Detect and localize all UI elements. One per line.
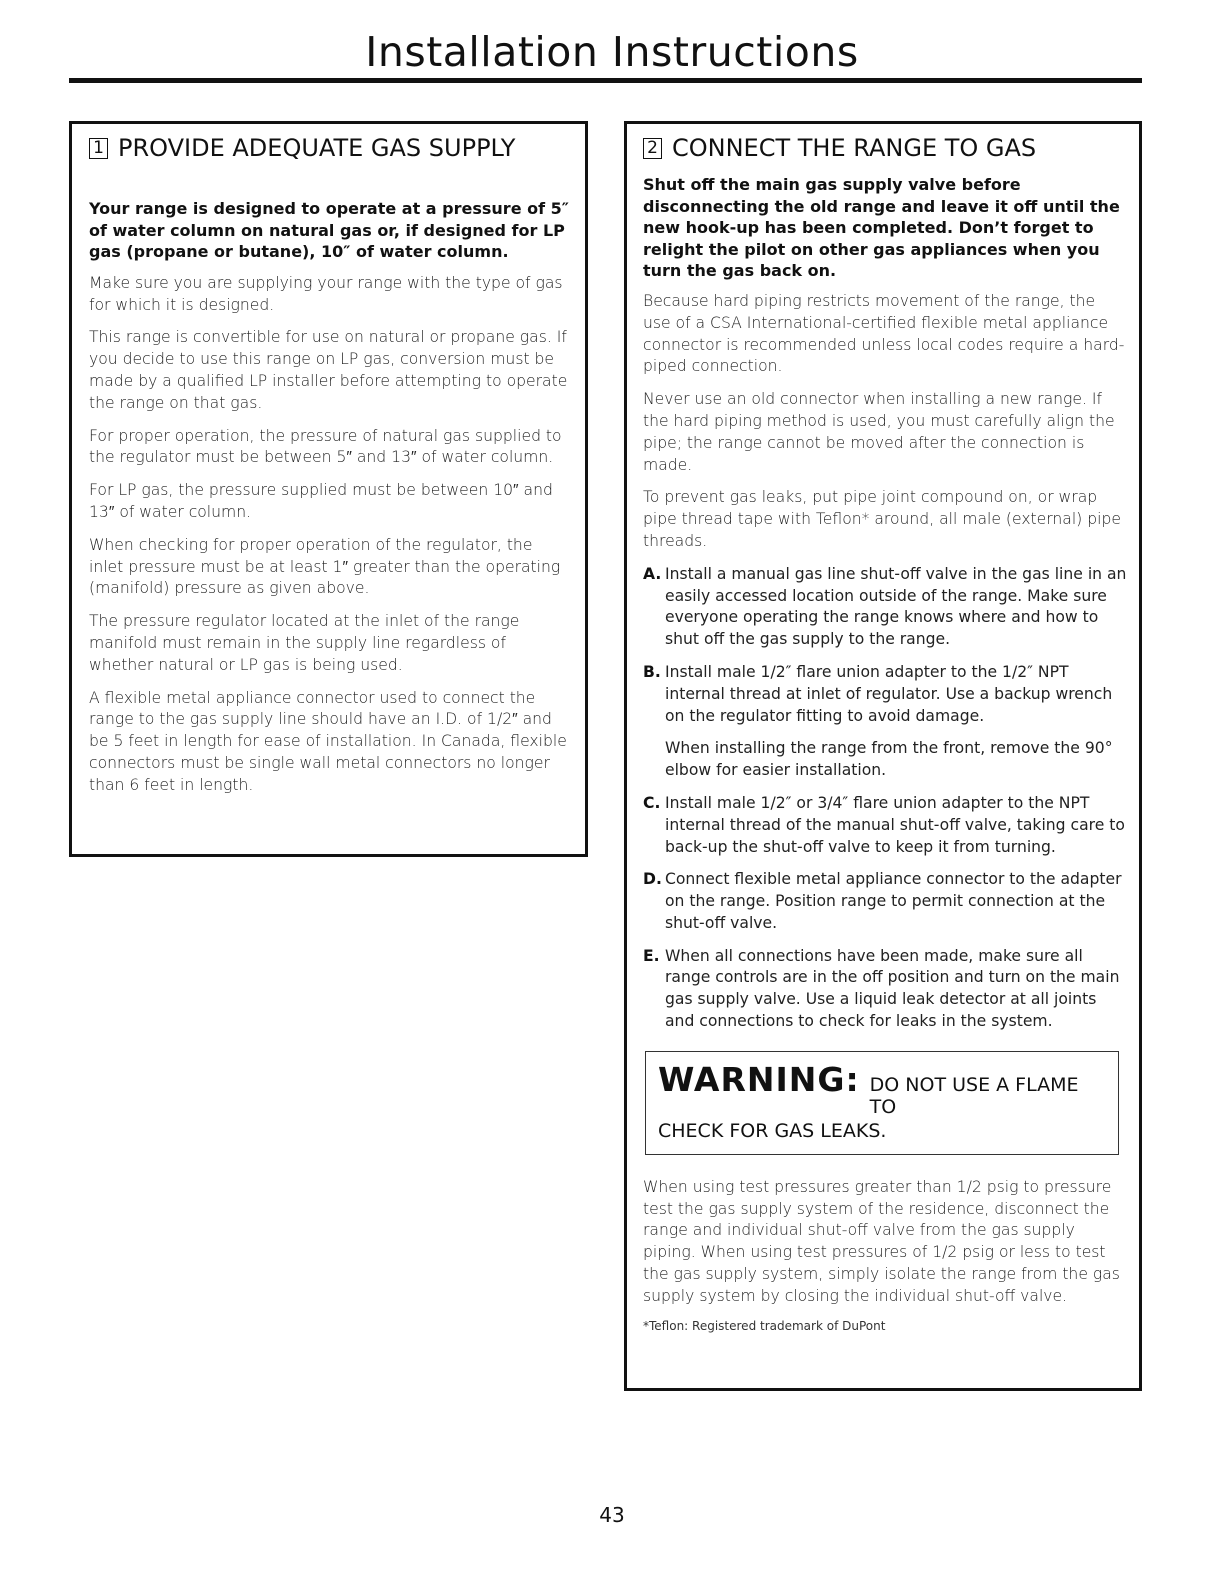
step-note: When installing the range from the front, remove the 90° elbow for easier installation. — [665, 739, 1113, 780]
step-number-badge: 2 — [643, 138, 662, 159]
list-item — [643, 564, 1127, 651]
step-text: When all connections have been made, make sure all range controls are in the off position and turn on the main gas supply valve. Use a liquid leak detector at all joints and connections to check for leaks in the system. — [665, 946, 1120, 1031]
step-list — [643, 564, 1127, 1033]
paragraph: When using test pressures greater than 1/2 psig to pressure test the gas supply system of the residence, disconnect the range and individual shut-off valve from the gas supply piping. When using test pressures of 1/2 psig or less to test the gas supply system, simply isolate the range from the gas supply system by closing the individual shut-off valve. — [643, 1177, 1120, 1305]
warning-text: DO NOT USE A FLAME TO — [869, 1073, 1079, 1118]
step-text: Connect flexible metal appliance connector to the adapter on the range. Position range to permit connection at the shut-off valve. — [665, 870, 1122, 932]
paragraph: This range is convertible for use on natural or propane gas. If you decide to use this range on LP gas, conversion must be made by a qualified LP installer before attempting to operate the range on that gas. — [89, 328, 568, 412]
list-item — [643, 662, 1127, 782]
warning-box — [645, 1051, 1119, 1155]
section-intro: Your range is designed to operate at a pressure of 5″ of water column on natural gas or, if designed for LP gas (propane or butane), 10″ of water column. — [89, 199, 569, 262]
section-heading: PROVIDE ADEQUATE GAS SUPPLY — [118, 134, 516, 162]
page-number: 43 — [599, 1503, 625, 1527]
list-item — [643, 869, 1127, 934]
section-provide-gas-supply — [69, 121, 588, 857]
paragraph: For LP gas, the pressure supplied must be between 10″ and 13″ of water column. — [89, 481, 553, 521]
paragraph: Make sure you are supplying your range with the type of gas for which it is designed. — [89, 273, 563, 314]
footnote: *Teflon: Registered trademark of DuPont — [643, 1318, 886, 1333]
paragraph: The pressure regulator located at the inlet of the range manifold must remain in the supply line regardless of whether natural or LP gas is being used. — [89, 612, 520, 674]
paragraph: A flexible metal appliance connector used to connect the range to the gas supply line should have an I.D. of 1/2″ and be 5 feet in length for ease of installation. In Canada, flexible connectors must be single wall metal connectors no longer than 6 feet in length. — [89, 688, 567, 794]
step-text: Install male 1/2″ flare union adapter to the 1/2″ NPT internal thread at inlet of regulator. Use a backup wrench on the regulator fitting to avoid damage. — [665, 662, 1113, 725]
warning-text: CHECK FOR GAS LEAKS. — [658, 1119, 887, 1142]
paragraph: When checking for proper operation of the regulator, the inlet pressure must be at least 1″ greater than the operating (manifold) pressure as given above. — [89, 535, 561, 598]
section-intro: Shut off the main gas supply valve before disconnecting the old range and leave it off until the new hook-up has been completed. Don’t forget to relight the pilot on other gas appliances when you turn the gas back on. — [643, 175, 1120, 281]
list-item — [643, 793, 1127, 858]
section-connect-range-to-gas — [624, 121, 1142, 1391]
page-title: Installation Instructions — [365, 28, 859, 76]
step-letter: A. — [643, 564, 662, 583]
step-text: Install male 1/2″ or 3/4″ flare union adapter to the NPT internal thread of the manual shut-off valve, taking care to back-up the shut-off valve to keep it from turning. — [665, 793, 1125, 856]
section-header — [89, 134, 571, 162]
section-heading: CONNECT THE RANGE TO GAS — [672, 134, 1037, 162]
title-divider — [69, 78, 1142, 83]
list-item — [643, 946, 1127, 1033]
warning-label: WARNING: — [658, 1059, 860, 1099]
step-text: Install a manual gas line shut-off valve in the gas line in an easily accessed location outside of the range. Make sure everyone operating the range knows where and how to shut off the gas supply to the range. — [665, 564, 1127, 649]
step-letter: C. — [643, 793, 661, 812]
step-number-badge: 1 — [89, 138, 108, 159]
paragraph: For proper operation, the pressure of natural gas supplied to the regulator must be between 5″ and 13″ of water column. — [89, 426, 562, 467]
step-letter: D. — [643, 870, 662, 889]
step-letter: B. — [643, 662, 661, 681]
paragraph: Because hard piping restricts movement of the range, the use of a CSA International-certified flexible metal appliance connector is recommended unless local codes require a hard-piped connection. — [643, 291, 1125, 376]
section-header — [643, 134, 1127, 162]
paragraph: To prevent gas leaks, put pipe joint compound on, or wrap pipe thread tape with Teflon* around, all male (external) pipe threads. — [643, 488, 1121, 550]
step-letter: E. — [643, 946, 660, 965]
paragraph: Never use an old connector when installing a new range. If the hard piping method is used, you must carefully align the pipe; the range cannot be moved after the connection is made. — [643, 390, 1115, 474]
